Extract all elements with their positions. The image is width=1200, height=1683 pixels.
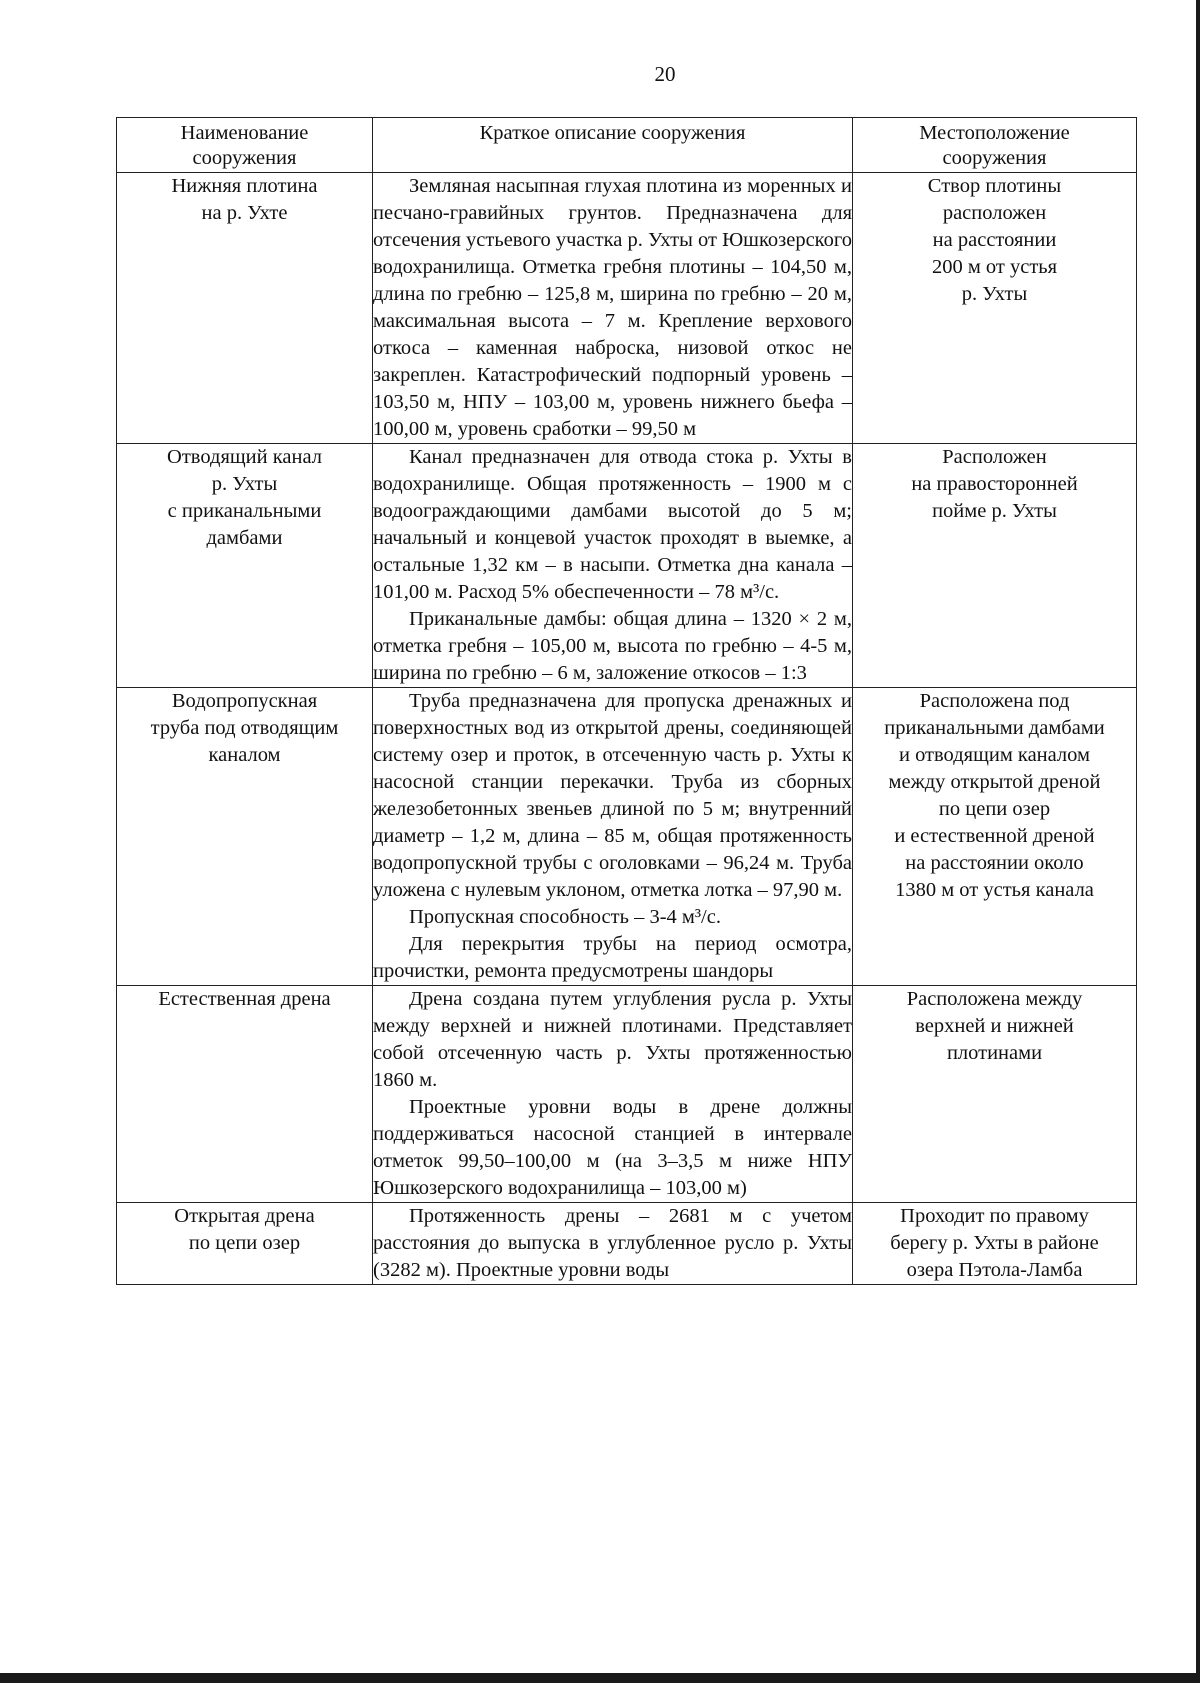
- structure-location-cell: [853, 173, 1137, 444]
- location-line: озера Пэтола-Ламба: [906, 1259, 1083, 1281]
- location-line: Расположена под: [919, 690, 1070, 712]
- table-row: [117, 444, 1137, 688]
- description-paragraph: Проектные уровни воды в дрене должны поддерживаться насосной станцией в интервале отметок 99,50–100,00 м (на 3–3,5 м ниже НПУ Юшкозерского водохранилища – 103,00 м): [373, 1096, 852, 1199]
- header-description: Краткое описание сооружения: [373, 118, 853, 173]
- location-line: плотинами: [946, 1042, 1043, 1064]
- structure-name-line: на р. Ухте: [201, 202, 288, 224]
- location-line: Створ плотины: [927, 175, 1062, 197]
- structure-name-line: дамбами: [206, 527, 283, 549]
- location-line: Расположена между: [906, 988, 1083, 1010]
- structure-name-line: с приканальными: [167, 500, 322, 522]
- table-header-row: [117, 118, 1137, 173]
- location-line: на расстоянии около: [905, 852, 1084, 874]
- location-line: берегу р. Ухты в районе: [890, 1232, 1099, 1254]
- header-structure-name: [117, 118, 373, 173]
- header-location-line: Местоположение: [919, 122, 1070, 144]
- header-location-line: сооружения: [942, 147, 1047, 169]
- scan-edge-right: [1196, 0, 1200, 1683]
- table-row: [117, 1203, 1137, 1285]
- structure-name-cell: [117, 173, 373, 444]
- structures-table: [116, 117, 1137, 1285]
- location-line: по цепи озер: [938, 798, 1051, 820]
- description-paragraph: Для перекрытия трубы на период осмотра, прочистки, ремонта предусмотрены шандоры: [373, 933, 852, 982]
- table-row: [117, 173, 1137, 444]
- structure-name-line: Нижняя плотина: [171, 175, 318, 197]
- location-line: и естественной дреной: [894, 825, 1095, 847]
- location-line: Проходит по правому: [900, 1205, 1089, 1227]
- structure-location-cell: [853, 1203, 1137, 1285]
- location-line: на правосторонней: [911, 473, 1078, 495]
- structure-name-line: труба под отводящим: [150, 717, 339, 739]
- structure-name-cell: [117, 688, 373, 986]
- location-line: и отводящим каналом: [898, 744, 1090, 766]
- structure-location-cell: [853, 986, 1137, 1203]
- location-line: расположен: [942, 202, 1047, 224]
- structure-name-line: Естественная дрена: [158, 988, 331, 1010]
- location-line: приканальными дамбами: [884, 717, 1105, 739]
- structure-description-cell: [373, 688, 853, 986]
- structure-name-cell: [117, 1203, 373, 1285]
- description-paragraph: Труба предназначена для пропуска дренажных и поверхностных вод из открытой дрены, соединяющей систему озер и проток, в отсеченную часть р. Ухты к насосной станции перекачки. Труба из сборных железобетонных звеньев длиной по 5 м; внутренний диаметр – 1,2 м, длина – 85 м, общая протяженность водопропускной трубы с оголовками – 96,24 м. Труба уложена с нулевым уклоном, отметка лотка – 97,90 м.: [373, 690, 852, 901]
- structure-description-cell: [373, 986, 853, 1203]
- description-paragraph: Канал предназначен для отвода стока р. Ухты в водохранилище. Общая протяженность – 1900 м с водоограждающими дамбами высотой до 5 м; начальный и концевой участок проходят в выемке, а остальные 1,32 км – в насыпи. Отметка дна канала – 101,00 м. Расход 5% обеспеченности – 78 м³/с.: [373, 446, 852, 603]
- structure-description-cell: [373, 1203, 853, 1285]
- structure-location-cell: [853, 688, 1137, 986]
- table-row: [117, 986, 1137, 1203]
- structure-description-cell: [373, 444, 853, 688]
- header-name-line: сооружения: [192, 147, 297, 169]
- table-row: [117, 688, 1137, 986]
- location-line: между открытой дреной: [888, 771, 1101, 793]
- location-line: на расстоянии: [932, 229, 1057, 251]
- structure-name-cell: [117, 444, 373, 688]
- structure-name-line: по цепи озер: [188, 1232, 301, 1254]
- page-number: 20: [654, 62, 676, 86]
- structure-description-cell: [373, 173, 853, 444]
- description-paragraph: Дрена создана путем углубления русла р. Ухты между верхней и нижней плотинами. Представляет собой отсеченную часть р. Ухты протяженностью 1860 м.: [373, 988, 852, 1091]
- description-paragraph: Протяженность дрены – 2681 м с учетом расстояния до выпуска в углубленное русло р. Ухты (3282 м). Проектные уровни воды: [373, 1205, 852, 1281]
- structure-name-line: р. Ухты: [211, 473, 278, 495]
- location-line: Расположен: [942, 446, 1047, 468]
- header-location: [853, 118, 1137, 173]
- location-line: р. Ухты: [961, 283, 1028, 305]
- description-paragraph: Земляная насыпная глухая плотина из моренных и песчано-гравийных грунтов. Предназначена для отсечения устьевого участка р. Ухты от Юшкозерского водохранилища. Отметка гребня плотины – 104,50 м, длина по гребню – 125,8 м, ширина по гребню – 20 м, максимальная высота – 7 м. Крепление верхового откоса – каменная наброска, низовой откос не закреплен. Катастрофический подпорный уровень – 103,50 м, НПУ – 103,00 м, уровень нижнего бьефа – 100,00 м, уровень сработки – 99,50 м: [373, 175, 852, 440]
- scan-edge-bottom: [0, 1673, 1200, 1683]
- location-line: 200 м от устья: [931, 256, 1058, 278]
- description-paragraph: Пропускная способность – 3-4 м³/с.: [409, 906, 721, 928]
- structure-name-line: Открытая дрена: [174, 1205, 315, 1227]
- structure-name-cell: [117, 986, 373, 1203]
- structure-location-cell: [853, 444, 1137, 688]
- structure-name-line: каналом: [208, 744, 281, 766]
- location-line: пойме р. Ухты: [932, 500, 1057, 522]
- structure-name-line: Отводящий канал: [167, 446, 322, 468]
- structure-name-line: Водопропускная: [171, 690, 318, 712]
- description-paragraph: Приканальные дамбы: общая длина – 1320 × 2 м, отметка гребня – 105,00 м, высота по гребню – 4-5 м, ширина по гребню – 6 м, заложение откосов – 1:3: [373, 608, 852, 684]
- location-line: верхней и нижней: [915, 1015, 1074, 1037]
- header-name-line: Наименование: [180, 122, 309, 144]
- location-line: 1380 м от устья канала: [895, 879, 1094, 901]
